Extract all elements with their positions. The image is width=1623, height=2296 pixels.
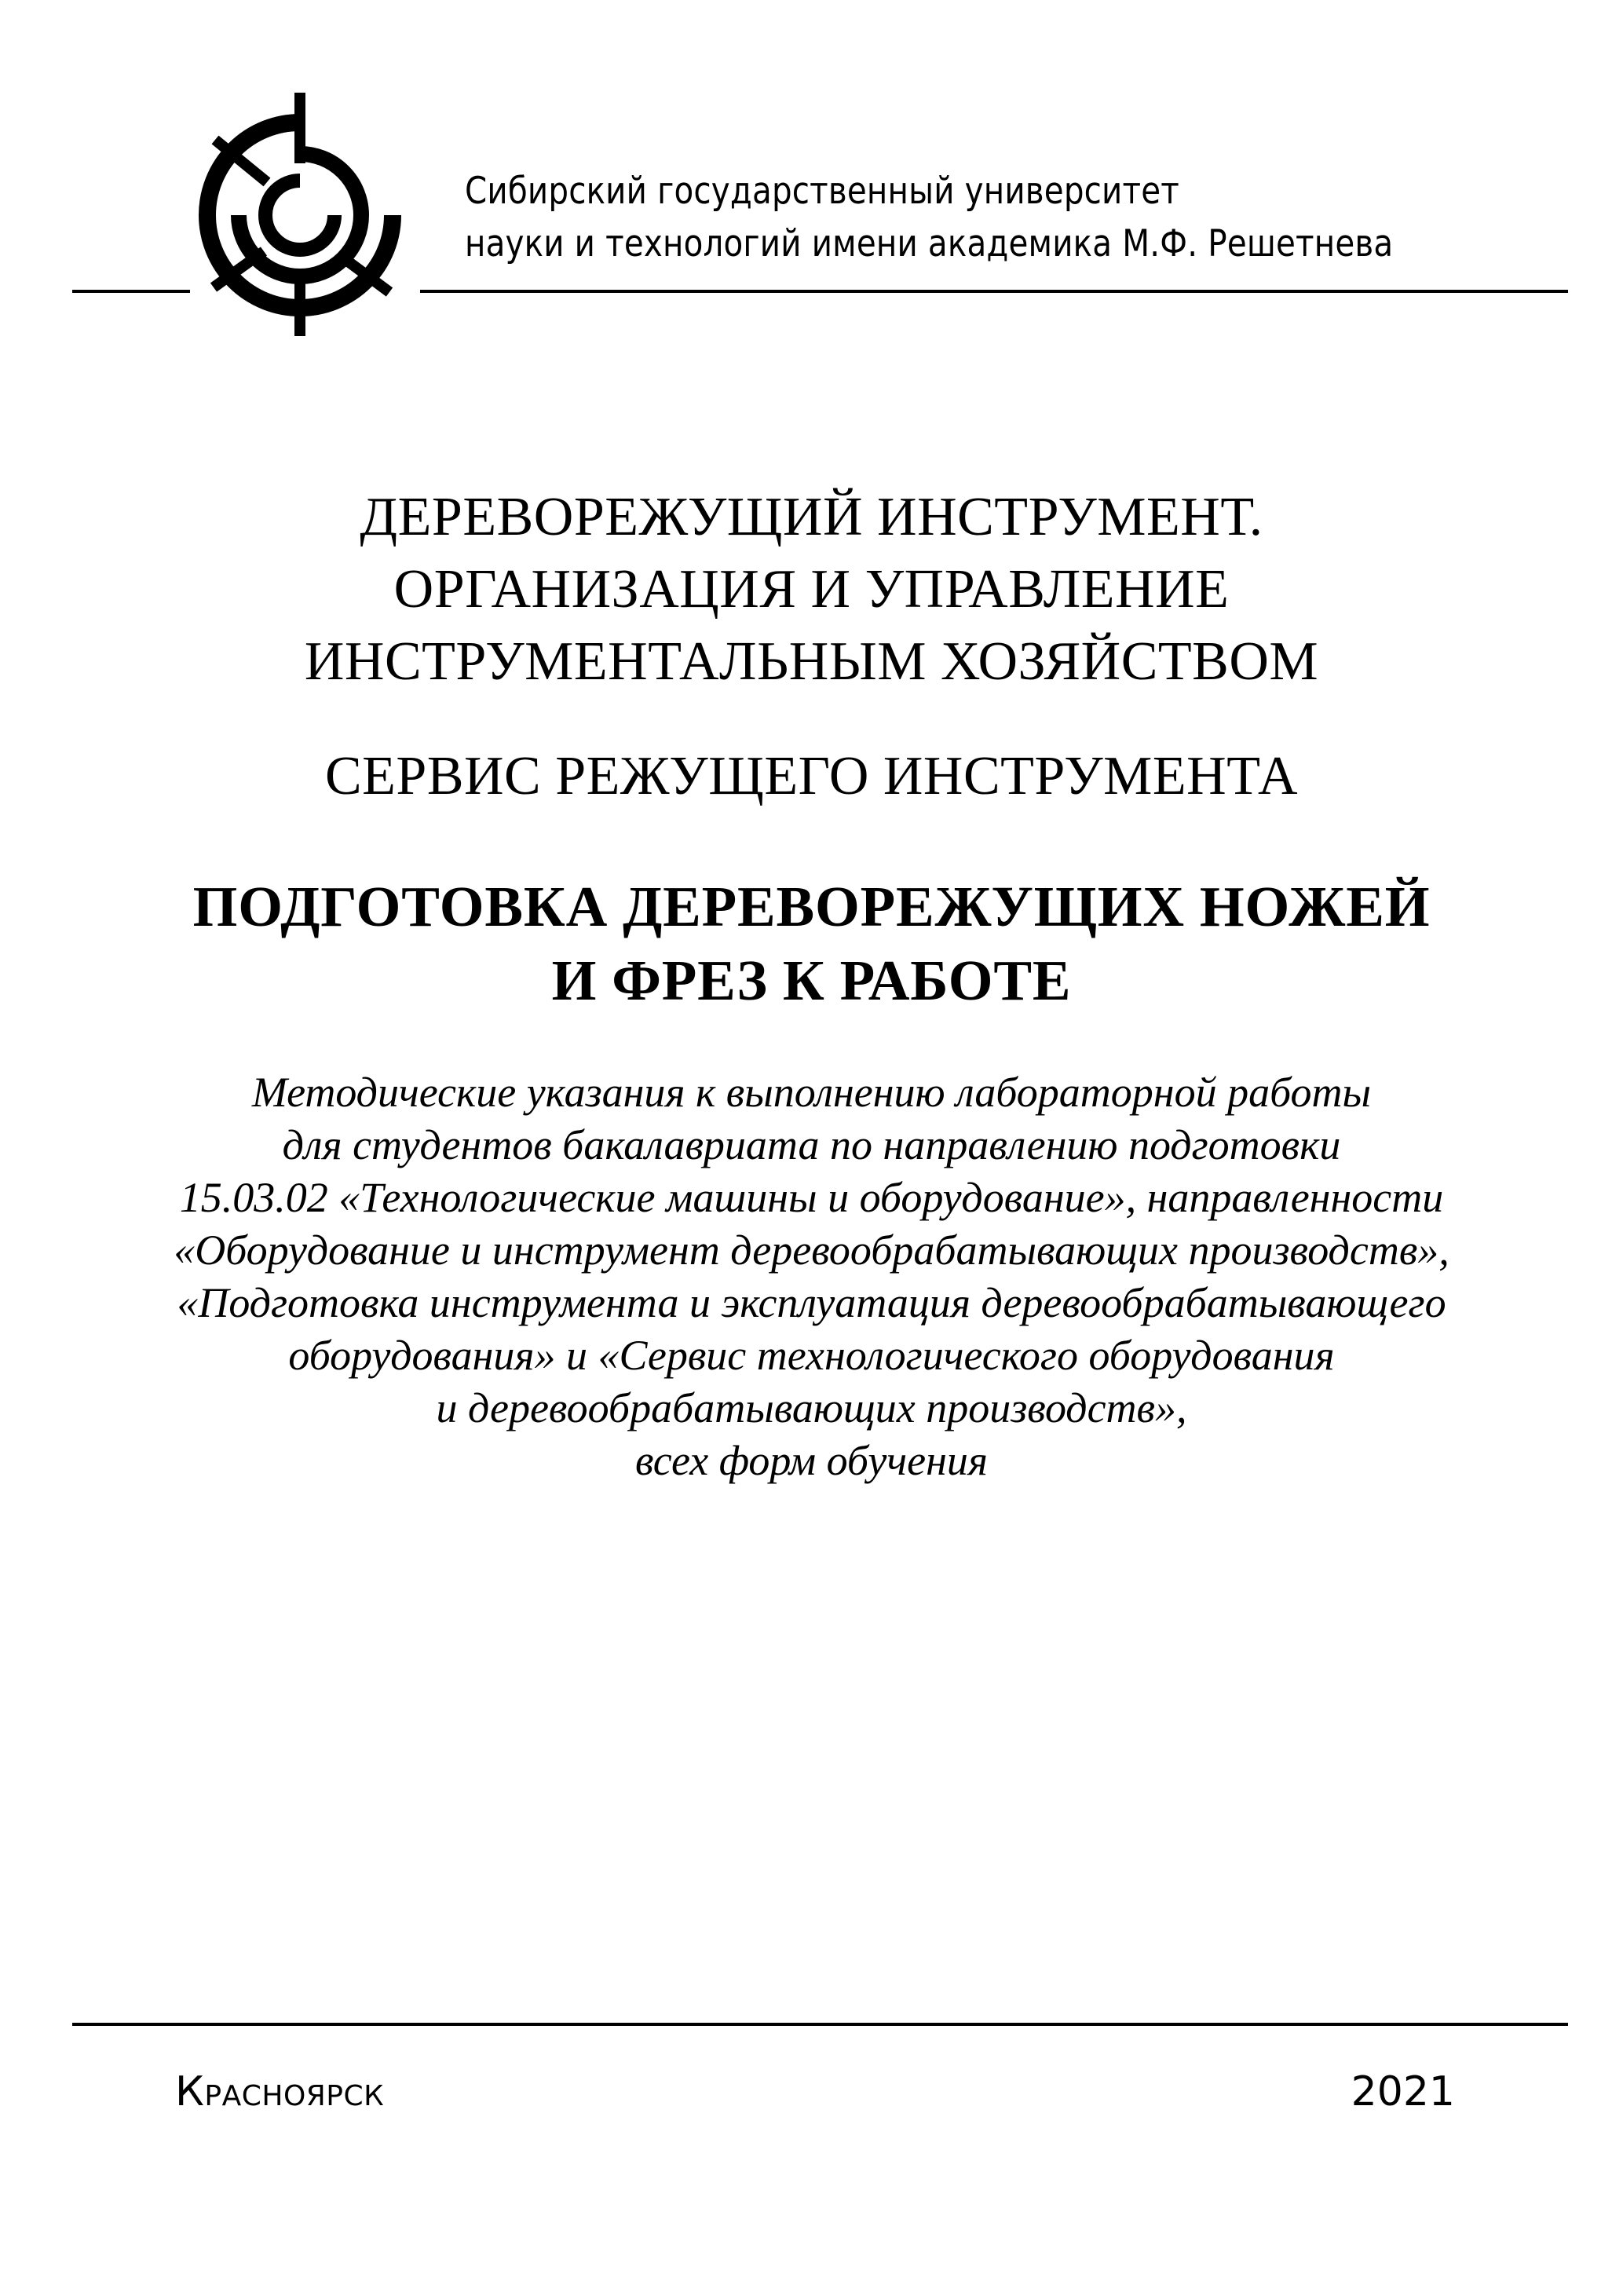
description [0,1066,1623,1487]
university-name-line-1: Сибирский государственный университет [465,170,1179,213]
lab-work-title-line-2: И ФРЕЗ К РАБОТЕ [551,949,1072,1012]
description-line: Методические указания к выполнению лабораторной работы [251,1069,1372,1116]
description-line: для студентов бакалавриата по направлению подготовки [282,1121,1341,1168]
footer-year: 2021 [1351,2068,1455,2115]
footer-city: Красноярск [175,2068,385,2115]
header-rule-left [72,290,190,293]
lab-work-title-line-1: ПОДГОТОВКА ДЕРЕВОРЕЖУЩИХ НОЖЕЙ [192,875,1431,938]
main-title-line-1: ДЕРЕВОРЕЖУЩИЙ ИНСТРУМЕНТ. [360,487,1263,547]
footer-rule [72,2023,1568,2026]
university-name-line-2: науки и технологий имени академика М.Ф. Решетнева [465,222,1394,265]
main-title [0,481,1623,698]
service-title [0,740,1623,813]
university-name [465,165,1393,270]
lab-work-title [0,870,1623,1018]
university-emblem-icon [182,93,418,336]
description-line: «Подготовка инструмента и эксплуатация деревообрабатывающего [177,1279,1446,1326]
main-title-line-2: ОРГАНИЗАЦИЯ И УПРАВЛЕНИЕ [393,559,1230,620]
description-line: 15.03.02 «Технологические машины и оборудование», направленности [179,1174,1444,1221]
description-line: и деревообрабатывающих производств», [436,1384,1187,1431]
main-title-line-3: ИНСТРУМЕНТАЛЬНЫМ ХОЗЯЙСТВОМ [304,631,1319,692]
service-title-text: СЕРВИС РЕЖУЩЕГО ИНСТРУМЕНТА [324,746,1299,806]
description-line: оборудования» и «Сервис технологического оборудования [288,1332,1335,1379]
description-line: всех форм обучения [635,1437,988,1484]
description-line: «Оборудование и инструмент деревообрабатывающих производств», [174,1227,1449,1274]
header-rule-right [420,290,1568,293]
